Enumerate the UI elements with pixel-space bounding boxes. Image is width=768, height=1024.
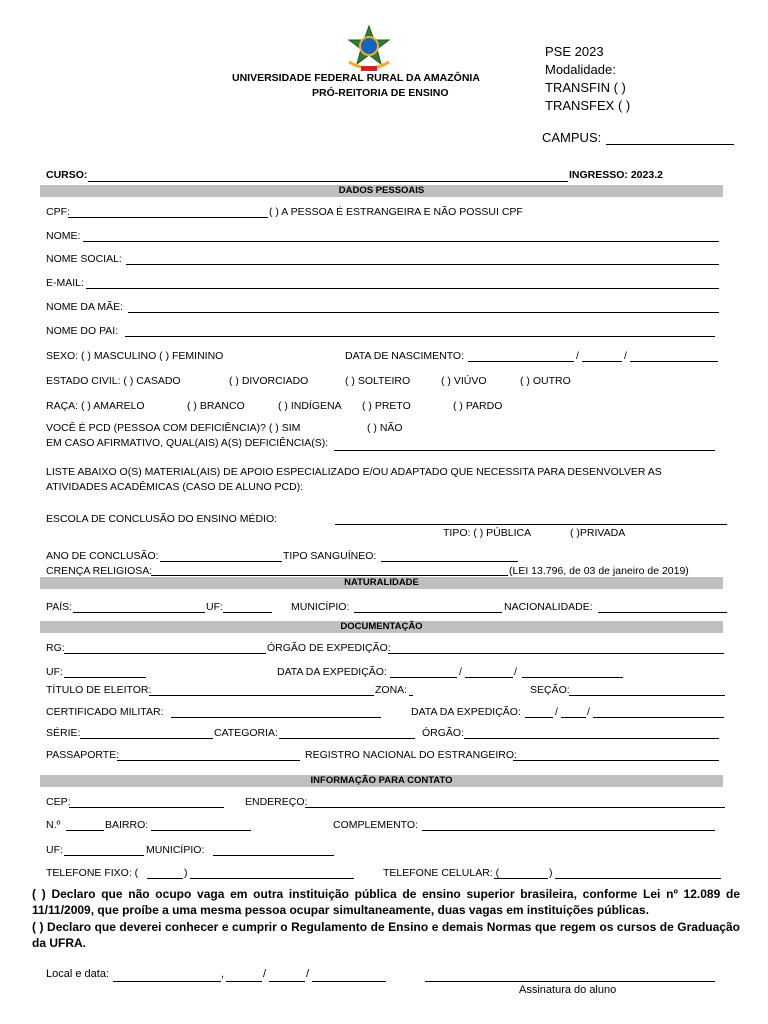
data-expedicao-ano-field[interactable]: [522, 677, 623, 678]
date-separator: /: [576, 350, 579, 362]
passaporte-field[interactable]: [117, 760, 300, 761]
nascimento-mes-field[interactable]: [582, 361, 622, 362]
paren-close: ): [184, 867, 188, 879]
ano-conclusao-label: ANO DE CONCLUSÃO:: [46, 550, 159, 562]
tipo-sanguineo-label: TIPO SANGUÍNEO:: [283, 550, 377, 562]
nome-social-field[interactable]: [126, 264, 719, 265]
uf-contato-field[interactable]: [64, 855, 144, 856]
tipo-sanguineo-field[interactable]: [381, 561, 518, 562]
telefone-celular-field[interactable]: [555, 878, 721, 879]
date-separator: /: [459, 666, 462, 678]
cep-field[interactable]: [69, 807, 224, 808]
curso-label: CURSO:: [46, 169, 88, 181]
nacionalidade-label: NACIONALIDADE:: [504, 601, 593, 613]
campus-label: CAMPUS:: [542, 130, 602, 145]
secao-field[interactable]: [569, 695, 725, 696]
complemento-label: COMPLEMENTO:: [333, 819, 418, 831]
escola-field[interactable]: [335, 524, 727, 525]
branco-option[interactable]: ( ) BRANCO: [187, 400, 245, 412]
telefone-fixo-label: TELEFONE FIXO: (: [46, 867, 139, 879]
data-expedicao-dia-field[interactable]: [390, 677, 457, 678]
zona-field[interactable]: [409, 695, 413, 696]
estado-civil-casado-option[interactable]: ESTADO CIVIL: ( ) CASADO: [46, 375, 181, 387]
passaporte-label: PASSAPORTE:: [46, 749, 120, 761]
bairro-field[interactable]: [151, 830, 251, 831]
serie-field[interactable]: [80, 738, 213, 739]
university-name: UNIVERSIDADE FEDERAL RURAL DA AMAZÔNIA: [232, 72, 480, 84]
date-separator: /: [624, 350, 627, 362]
email-label: E-MAIL:: [46, 277, 84, 289]
declaracao-vaga-checkbox[interactable]: ( ) Declaro que não ocupo vaga em outra instituição pública de ensino superior brasileira, conforme Lei nº 12.089 de 11/11/2009, que proíbe a uma mesma pessoa ocupar simultaneamente, duas vagas em instituições públicas.: [32, 887, 740, 917]
endereco-label: ENDEREÇO:: [245, 796, 308, 808]
nome-label: NOME:: [46, 230, 81, 242]
sexo-options[interactable]: SEXO: ( ) MASCULINO ( ) FEMININO: [46, 350, 224, 362]
cpf-field[interactable]: [68, 217, 268, 218]
rne-label: REGISTRO NACIONAL DO ESTRANGEIRO:: [305, 749, 517, 761]
zona-label: ZONA:: [375, 684, 408, 696]
material-label-1: LISTE ABAIXO O(S) MATERIAL(AIS) DE APOIO ESPECIALIZADO E/OU ADAPTADO QUE NECESSITA PARA DESENVOLVER AS: [46, 466, 662, 478]
comma-separator: ,: [221, 968, 225, 980]
secao-label: SEÇÃO:: [530, 684, 570, 696]
nascimento-label: DATA DE NASCIMENTO:: [345, 350, 465, 362]
categoria-field[interactable]: [279, 738, 415, 739]
paren-close: ): [549, 867, 553, 879]
pcd-nao-option[interactable]: ( ) NÃO: [367, 422, 403, 434]
numero-field[interactable]: [66, 830, 104, 831]
numero-label: N.º: [46, 819, 61, 831]
titulo-eleitor-field[interactable]: [149, 695, 374, 696]
assinatura-label: Assinatura do aluno: [519, 984, 617, 996]
data-expedicao-mes-field[interactable]: [465, 677, 513, 678]
preto-option[interactable]: ( ) PRETO: [362, 400, 411, 412]
certificado-militar-field[interactable]: [171, 717, 381, 718]
pais-field[interactable]: [73, 612, 205, 613]
outro-option[interactable]: ( ) OUTRO: [520, 375, 571, 387]
transfin-checkbox[interactable]: TRANSFIN ( ): [545, 80, 626, 95]
pcd-sim-option[interactable]: VOCÊ É PCD (PESSOA COM DEFICIÊNCIA)? ( ) SIM: [46, 422, 301, 434]
nascimento-ano-field[interactable]: [630, 361, 718, 362]
municipio-field[interactable]: [354, 612, 502, 613]
pcd-qual-label: EM CASO AFIRMATIVO, QUAL(AIS) A(S) DEFICIÊNCIA(S):: [46, 437, 329, 449]
brasil-coat-of-arms-icon: [343, 24, 395, 74]
section-naturalidade: NATURALIDADE: [40, 577, 723, 589]
escola-label: ESCOLA DE CONCLUSÃO DO ENSINO MÉDIO:: [46, 513, 278, 525]
tipo-publica-option[interactable]: TIPO: ( ) PÚBLICA: [443, 527, 532, 539]
telefone-celular-label: TELEFONE CELULAR: (: [383, 867, 500, 879]
orgao-label: ÓRGÃO:: [422, 727, 465, 739]
nome-field[interactable]: [83, 241, 719, 242]
campus-field[interactable]: [606, 144, 734, 145]
lei-note: (LEI 13.796, de 03 de janeiro de 2019): [509, 565, 689, 577]
nome-pai-label: NOME DO PAI:: [46, 325, 119, 337]
indigena-option[interactable]: ( ) INDÍGENA: [278, 400, 342, 412]
date-separator: /: [587, 706, 590, 718]
telefone-fixo-field[interactable]: [190, 878, 354, 879]
rne-field[interactable]: [513, 760, 719, 761]
local-data-label: Local e data:: [46, 968, 109, 980]
complemento-field[interactable]: [422, 830, 715, 831]
ingresso-label: INGRESSO: 2023.2: [569, 169, 663, 181]
nome-pai-field[interactable]: [125, 336, 715, 337]
pais-label: PAÍS:: [46, 601, 73, 613]
tipo-privada-option[interactable]: ( )PRIVADA: [570, 527, 626, 539]
endereco-field[interactable]: [305, 807, 725, 808]
transfex-checkbox[interactable]: TRANSFEX ( ): [545, 98, 631, 113]
data-dia-field[interactable]: [226, 981, 262, 982]
crenca-field[interactable]: [151, 575, 508, 576]
section-contato: INFORMAÇÃO PARA CONTATO: [40, 775, 723, 787]
uf-contato-label: UF:: [46, 844, 63, 856]
data-expedicao-label: DATA DA EXPEDIÇÃO:: [277, 666, 387, 678]
local-field[interactable]: [113, 981, 221, 982]
pcd-qual-field[interactable]: [334, 450, 715, 451]
curso-field[interactable]: [88, 181, 568, 182]
cpf-label: CPF:: [46, 206, 70, 218]
date-separator: /: [514, 666, 517, 678]
categoria-label: CATEGORIA:: [214, 727, 278, 739]
date-separator: /: [306, 968, 310, 980]
nome-mae-label: NOME DA MÃE:: [46, 301, 124, 313]
rg-field[interactable]: [64, 653, 266, 654]
uf-rg-field[interactable]: [64, 677, 146, 678]
orgao-field[interactable]: [464, 738, 719, 739]
data-mes-field[interactable]: [269, 981, 305, 982]
municipio-contato-label: MUNICÍPIO:: [146, 844, 205, 856]
militar-ano-field[interactable]: [593, 717, 724, 718]
modalidade-label: Modalidade:: [545, 62, 616, 77]
militar-dia-field[interactable]: [525, 717, 553, 718]
viuvo-option[interactable]: ( ) VIÚVO: [441, 375, 487, 387]
date-separator: /: [555, 706, 558, 718]
divorciado-option[interactable]: ( ) DIVORCIADO: [229, 375, 309, 387]
assinatura-field[interactable]: [425, 981, 715, 982]
department-name: PRÓ-REITORIA DE ENSINO: [312, 87, 449, 99]
rg-label: RG:: [46, 642, 65, 654]
municipio-label: MUNICÍPIO:: [291, 601, 350, 613]
ano-conclusao-field[interactable]: [160, 561, 282, 562]
solteiro-option[interactable]: ( ) SOLTEIRO: [345, 375, 411, 387]
uf-naturalidade-field[interactable]: [223, 612, 272, 613]
nome-mae-field[interactable]: [128, 312, 719, 313]
militar-mes-field[interactable]: [561, 717, 586, 718]
uf-naturalidade-label: UF:: [206, 601, 223, 613]
date-separator: /: [263, 968, 267, 980]
nome-social-label: NOME SOCIAL:: [46, 253, 122, 265]
pardo-option[interactable]: ( ) PARDO: [453, 400, 503, 412]
orgao-expedicao-label: ÓRGÃO DE EXPEDIÇÃO:: [267, 642, 391, 654]
telefone-celular-ddd-field[interactable]: [494, 878, 548, 879]
nascimento-dia-field[interactable]: [468, 361, 574, 362]
declaracao-regulamento-checkbox[interactable]: ( ) Declaro que deverei conhecer e cumprir o Regulamento de Ensino e demais Normas que regem os cursos de Graduação da UFRA.: [32, 920, 740, 950]
uf-rg-label: UF:: [46, 666, 63, 678]
section-documentacao: DOCUMENTAÇÃO: [40, 621, 723, 633]
material-label-2: ATIVIDADES ACADÊMICAS (CASO DE ALUNO PCD):: [46, 481, 304, 493]
orgao-expedicao-field[interactable]: [388, 653, 724, 654]
certificado-militar-label: CERTIFICADO MILITAR:: [46, 706, 164, 718]
email-field[interactable]: [86, 288, 719, 289]
bairro-label: BAIRRO:: [105, 819, 149, 831]
pse-label: PSE 2023: [545, 44, 604, 59]
nacionalidade-field[interactable]: [598, 612, 727, 613]
cpf-estrangeiro-checkbox[interactable]: ( ) A PESSOA É ESTRANGEIRA E NÃO POSSUI CPF: [269, 206, 523, 218]
crenca-label: CRENÇA RELIGIOSA:: [46, 565, 153, 577]
serie-label: SÉRIE:: [46, 727, 81, 739]
titulo-eleitor-label: TÍTULO DE ELEITOR:: [46, 684, 152, 696]
telefone-fixo-ddd-field[interactable]: [147, 878, 183, 879]
cep-label: CEP:: [46, 796, 71, 808]
data-expedicao-militar-label: DATA DA EXPEDIÇÃO:: [411, 706, 521, 718]
section-dados-pessoais: DADOS PESSOAIS: [40, 185, 723, 197]
municipio-contato-field[interactable]: [213, 855, 334, 856]
raca-amarelo-option[interactable]: RAÇA: ( ) AMARELO: [46, 400, 145, 412]
data-ano-field[interactable]: [312, 981, 386, 982]
